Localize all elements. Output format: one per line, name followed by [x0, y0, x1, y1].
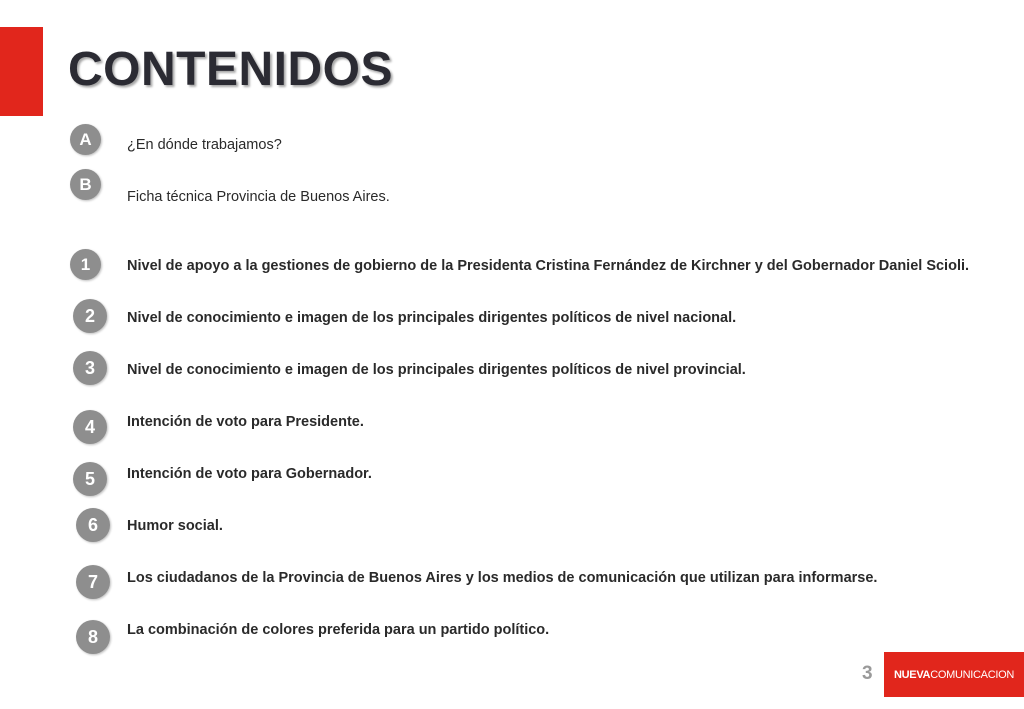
contents-item-5: Intención de voto para Gobernador.	[127, 466, 372, 482]
badge-b: B	[70, 169, 101, 200]
accent-bar	[0, 27, 43, 116]
contents-item-1: Nivel de apoyo a la gestiones de gobierno de la Presidenta Cristina Fernández de Kirchner y del Gobernador Daniel Scioli.	[127, 258, 970, 274]
contents-item-6: Humor social.	[127, 518, 223, 534]
badge-4: 4	[73, 410, 107, 444]
badge-7: 7	[76, 565, 110, 599]
contents-item-4: Intención de voto para Presidente.	[127, 414, 364, 430]
contents-item-a: ¿En dónde trabajamos?	[127, 137, 282, 153]
badge-3: 3	[73, 351, 107, 385]
page-number: 3	[862, 663, 873, 684]
badge-2: 2	[73, 299, 107, 333]
badge-8: 8	[76, 620, 110, 654]
page-title: CONTENIDOS	[68, 43, 394, 96]
contents-item-b: Ficha técnica Provincia de Buenos Aires.	[127, 189, 390, 205]
contents-item-3: Nivel de conocimiento e imagen de los principales dirigentes políticos de nivel provincial.	[127, 362, 746, 378]
contents-item-2: Nivel de conocimiento e imagen de los principales dirigentes políticos de nivel nacional.	[127, 310, 737, 326]
logo-bold-text: NUEVA	[894, 668, 931, 681]
contents-item-7: Los ciudadanos de la Provincia de Buenos Aires y los medios de comunicación que utilizan para informarse.	[127, 570, 878, 586]
logo-regular-text: COMUNICACION	[930, 668, 1014, 681]
badge-a: A	[70, 124, 101, 155]
badge-6: 6	[76, 508, 110, 542]
badge-5: 5	[73, 462, 107, 496]
badge-1: 1	[70, 249, 101, 280]
nueva-comunicacion-logo	[884, 652, 1024, 697]
contents-item-8: La combinación de colores preferida para un partido político.	[127, 622, 550, 638]
